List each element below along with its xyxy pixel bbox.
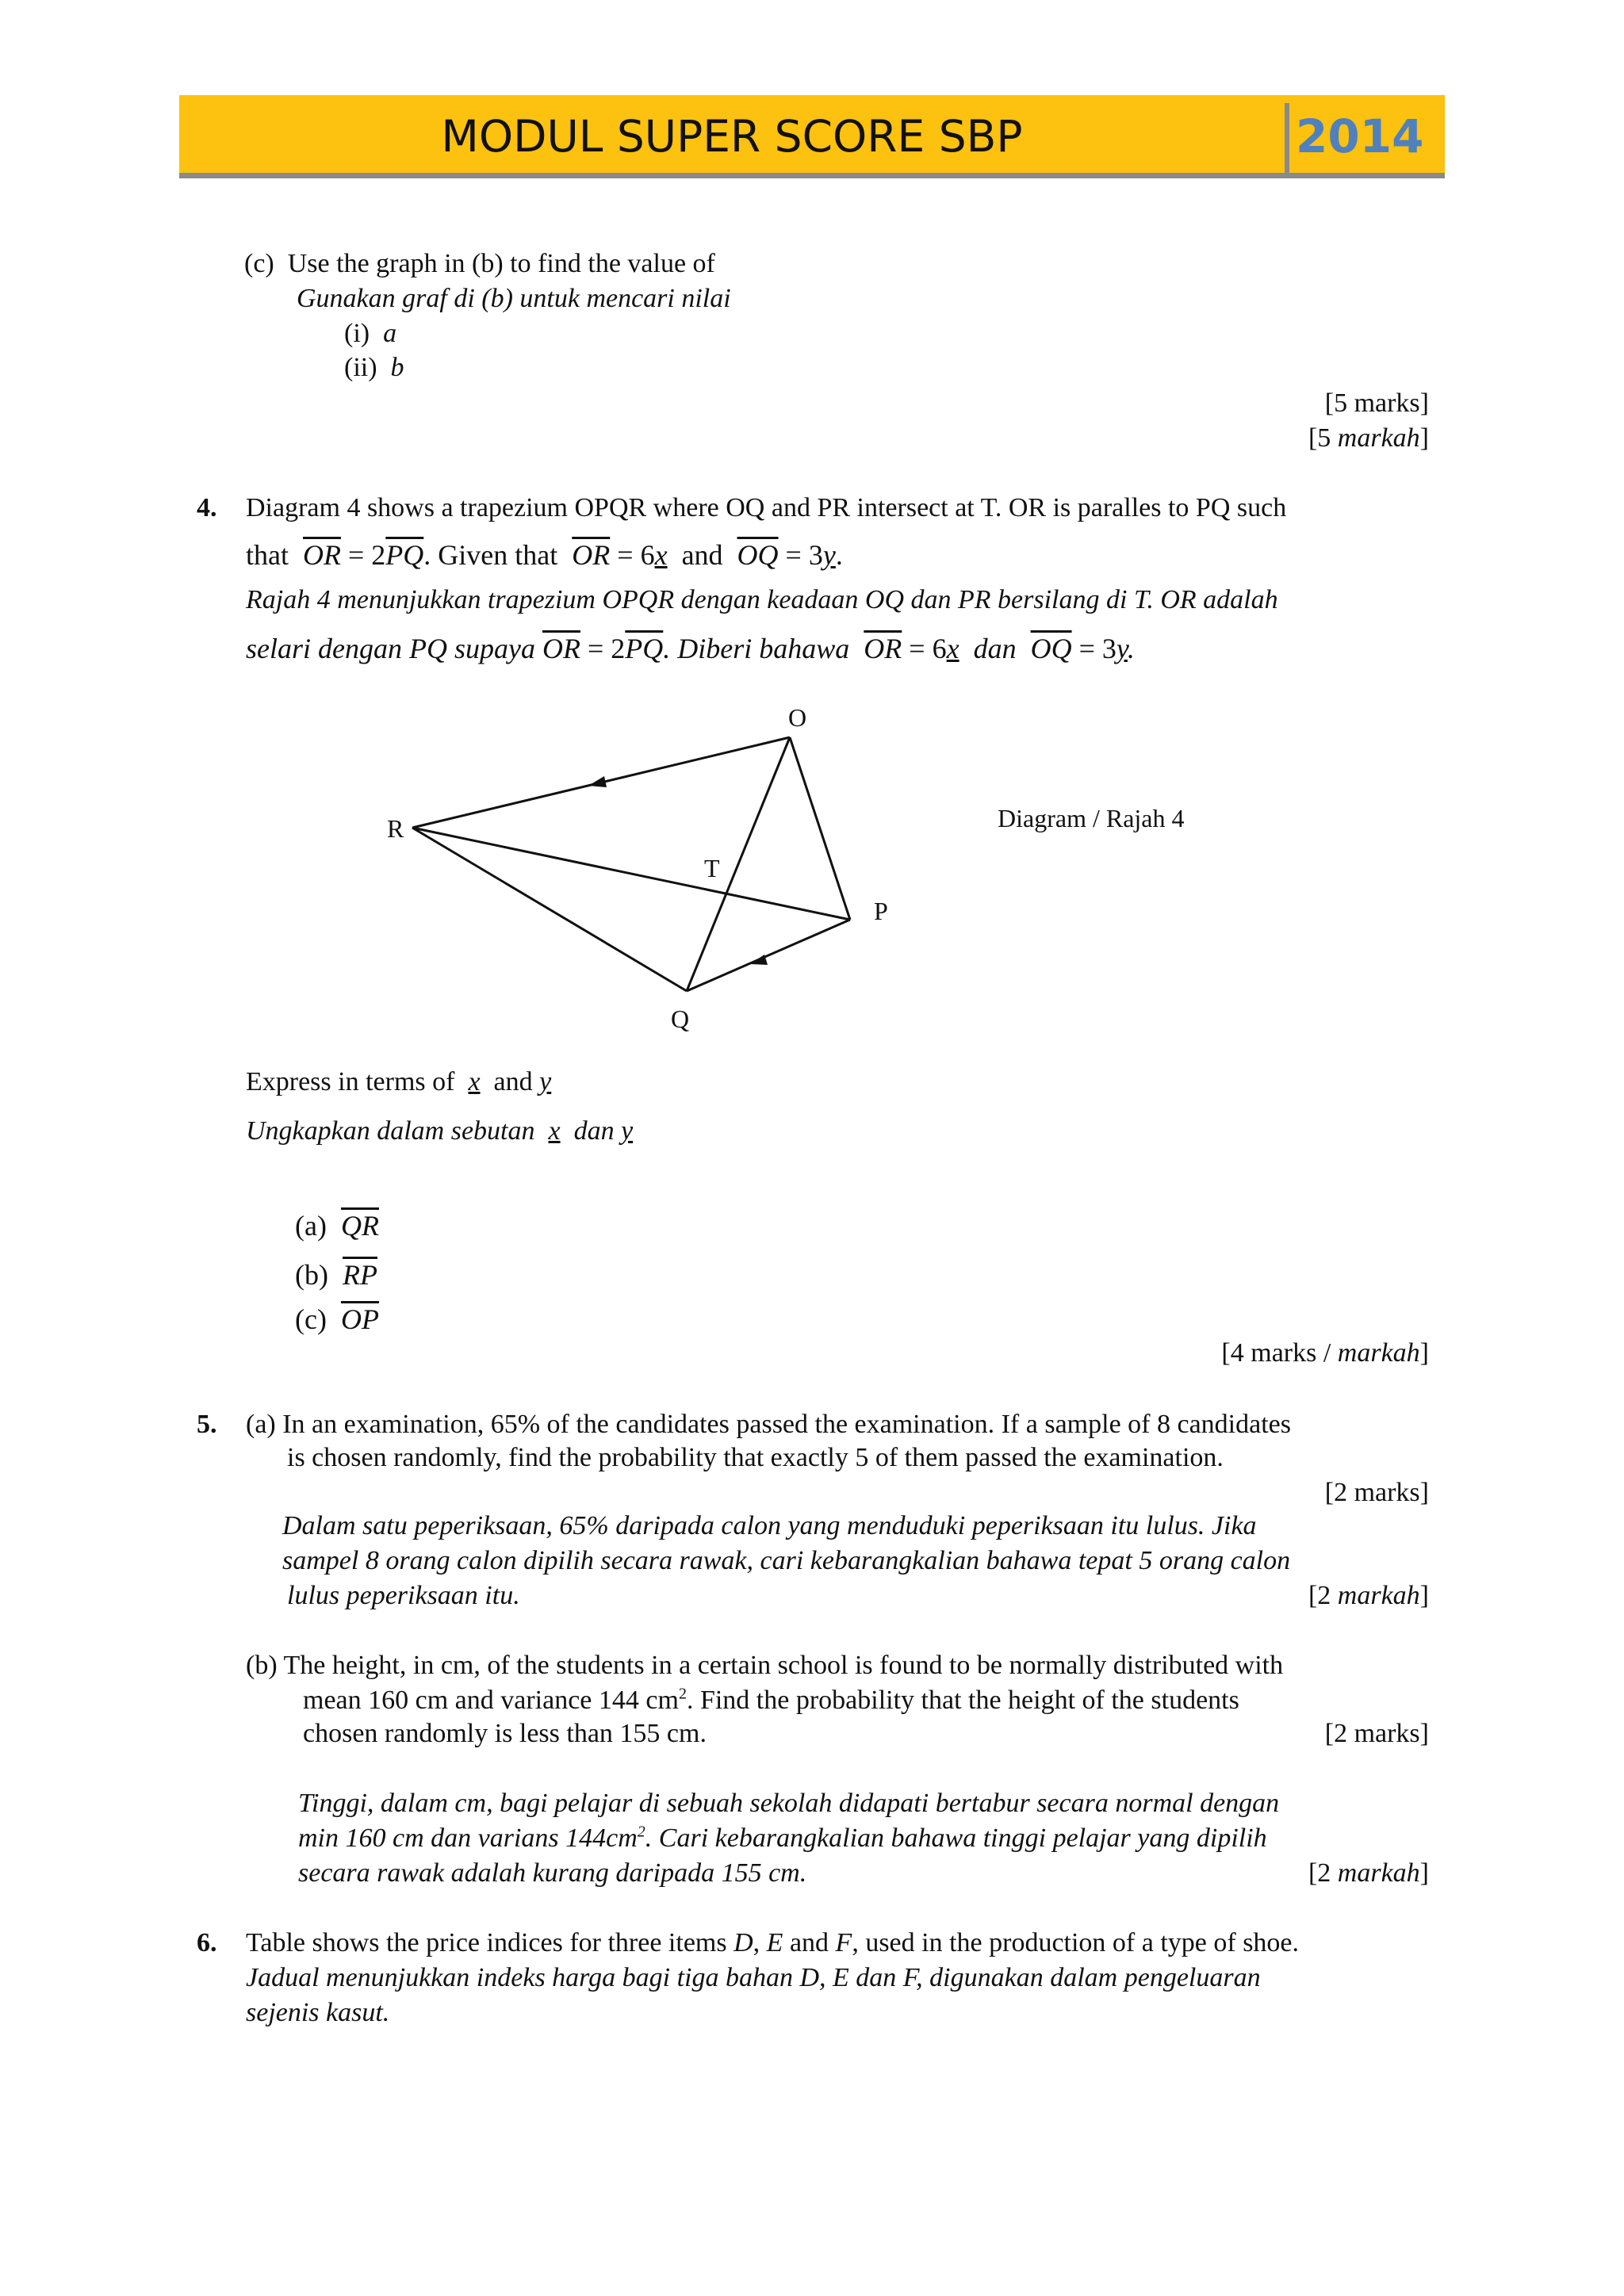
label-o: O: [788, 703, 807, 732]
vector-rp: $\overline{RP}$: [342, 1259, 377, 1291]
text: [2: [1308, 1581, 1338, 1610]
text: markah: [1337, 1858, 1420, 1888]
superscript: 2: [678, 1685, 687, 1703]
text: = 6: [610, 539, 655, 571]
text: selari dengan PQ supaya: [246, 633, 535, 664]
text: , used in the production of a type of shoe.: [852, 1928, 1300, 1957]
vector-op: $\overline{OP}$: [340, 1303, 379, 1335]
module-year: 2014: [1296, 109, 1424, 163]
text: and: [493, 1067, 533, 1096]
text: Ungkapkan dalam sebutan: [246, 1116, 535, 1146]
q3c-marks-en: [5 marks]: [1324, 388, 1429, 418]
q4-part-a: [295, 1208, 379, 1244]
item-num: (ii): [344, 353, 377, 382]
vector-y: y: [822, 539, 836, 571]
item-d: D: [733, 1928, 753, 1957]
part-label: (c): [295, 1303, 327, 1335]
q6-ms-2: sejenis kasut.: [246, 1998, 390, 2027]
text: dan: [973, 633, 1017, 664]
superscript: 2: [637, 1823, 645, 1841]
item-f: F: [835, 1928, 852, 1957]
text: Express in terms of: [246, 1067, 455, 1096]
text: that: [246, 539, 289, 571]
q5b-marks-ms: [1308, 1857, 1429, 1891]
q6-ms-1: Jadual menunjukkan indeks harga bagi tiga bahan D, E dan F, digunakan dalam pengeluaran: [246, 1963, 1261, 1992]
q4-ms-line1: Rajah 4 menunjukkan trapezium OPQR dengan keadaan OQ dan PR bersilang di T. OR adalah: [246, 585, 1278, 614]
text: = 2: [340, 539, 386, 571]
diagram-caption: Diagram / Rajah 4: [998, 804, 1185, 832]
text: ]: [1419, 1581, 1429, 1610]
q5-number: 5.: [197, 1410, 217, 1439]
vector-oq: $\overline{OQ}$: [1030, 633, 1072, 664]
text: [2: [1308, 1858, 1338, 1888]
text: . Diberi bahawa: [663, 633, 850, 664]
vector-y: y: [1116, 633, 1128, 664]
text: ]: [1419, 1858, 1429, 1888]
q6-en: [246, 1927, 1299, 1961]
item-var: a: [383, 319, 397, 348]
label-r: R: [387, 814, 404, 843]
q4-part-b: [295, 1257, 377, 1293]
q5a-ms-3: lulus peperiksaan itu.: [287, 1581, 520, 1610]
text: = 2: [580, 633, 626, 664]
q4-marks: [1221, 1337, 1429, 1371]
vector-oq: $\overline{OQ}$: [737, 539, 779, 571]
vector-y: y: [621, 1116, 634, 1146]
text: . Find the probability that the height of the students: [686, 1686, 1239, 1715]
q6-number: 6.: [197, 1928, 217, 1957]
text: min 160 cm dan varians 144cm: [298, 1823, 638, 1853]
q5a-en-1: (a) In an examination, 65% of the candidates passed the examination. If a sample of 8 candidates: [246, 1410, 1291, 1439]
text: . Given that: [423, 539, 558, 571]
text: = 3: [778, 539, 823, 571]
q5b-ms-3: secara rawak adalah kurang daripada 155 cm.: [298, 1858, 807, 1888]
vector-or: $\overline{OR}$: [542, 633, 580, 664]
text: Table shows the price indices for three items: [246, 1928, 734, 1957]
label-q: Q: [671, 1004, 690, 1033]
q4-part-c: [295, 1302, 379, 1337]
text: ,: [753, 1928, 767, 1957]
q5b-en-2: [303, 1684, 1239, 1718]
q4-express-en: [246, 1066, 551, 1100]
vector-x: x: [946, 633, 959, 664]
arrow-or: [588, 776, 607, 787]
q5b-ms-1: Tinggi, dalam cm, bagi pelajar di sebuah sekolah didapati bertabur secara normal dengan: [298, 1789, 1280, 1818]
text: dan: [573, 1116, 615, 1146]
q5a-ms-2: sampel 8 orang calon dipilih secara rawak, cari kebarangkalian bahawa tepat 5 orang calon: [282, 1546, 1291, 1575]
text: [4 marks /: [1221, 1338, 1338, 1368]
part-label: (a): [295, 1210, 327, 1242]
q3c-marks-ms: [5 markah]: [1308, 423, 1429, 453]
item-var: b: [390, 353, 404, 382]
q5a-ms-1: Dalam satu peperiksaan, 65% daripada calon yang menduduki peperiksaan itu lulus. Jika: [282, 1511, 1257, 1540]
text: ]: [1419, 1338, 1429, 1368]
q5a-marks-en: [2 marks]: [1324, 1478, 1429, 1507]
q3c-label: (c): [244, 249, 274, 278]
vector-pq: $\overline{PQ}$: [385, 539, 424, 571]
vector-x: x: [468, 1067, 481, 1096]
item-num: (i): [344, 319, 370, 348]
vector-or: $\overline{OR}$: [864, 633, 902, 664]
q5b-ms-2: [298, 1822, 1267, 1856]
text: .: [835, 539, 843, 571]
q5a-marks-ms: [1308, 1579, 1429, 1613]
edge-op: [790, 737, 850, 920]
q5a-en-2: is chosen randomly, find the probability that exactly 5 of them passed the examination.: [287, 1443, 1224, 1472]
vector-or: $\overline{OR}$: [572, 539, 611, 571]
q3c-en-text: Use the graph in (b) to find the value of: [287, 249, 715, 278]
text: = 6: [902, 633, 947, 664]
module-title: MODUL SUPER SCORE SBP: [441, 111, 1023, 162]
q3c-ms: Gunakan graf di (b) untuk mencari nilai: [297, 284, 731, 313]
vector-x: x: [548, 1116, 561, 1146]
vector-x: x: [654, 539, 668, 571]
q5b-en-1: (b) The height, in cm, of the students in a certain school is found to be normally distributed with: [246, 1651, 1284, 1680]
q4-express-ms: [246, 1115, 633, 1149]
edge-qr: [412, 828, 687, 991]
q5b-marks-en: [2 marks]: [1324, 1719, 1429, 1748]
text: and: [681, 539, 723, 571]
vector-y: y: [539, 1067, 552, 1096]
text: mean 160 cm and variance 144 cm: [303, 1686, 679, 1715]
q4-en-line1: Diagram 4 shows a trapezium OPQR where OQ and PR intersect at T. OR is paralles to PQ such: [246, 493, 1287, 522]
text: and: [783, 1928, 836, 1957]
text: = 3: [1071, 633, 1116, 664]
vector-qr: $\overline{QR}$: [340, 1210, 379, 1242]
item-e: E: [766, 1928, 783, 1957]
vector-or: $\overline{OR}$: [302, 539, 341, 571]
q5b-en-3: chosen randomly is less than 155 cm.: [303, 1719, 707, 1748]
text: markah: [1337, 1581, 1420, 1610]
vector-pq: $\overline{PQ}$: [625, 633, 664, 664]
text: markah: [1337, 1338, 1420, 1368]
text: .: [1127, 633, 1135, 664]
diagonal-rp: [412, 828, 850, 920]
q4-number: 4.: [197, 493, 217, 522]
text: . Cari kebarangkalian bahawa tinggi pelajar yang dipilih: [645, 1823, 1267, 1853]
part-label: (b): [295, 1259, 328, 1291]
label-p: P: [874, 897, 888, 925]
label-t: T: [704, 854, 720, 882]
